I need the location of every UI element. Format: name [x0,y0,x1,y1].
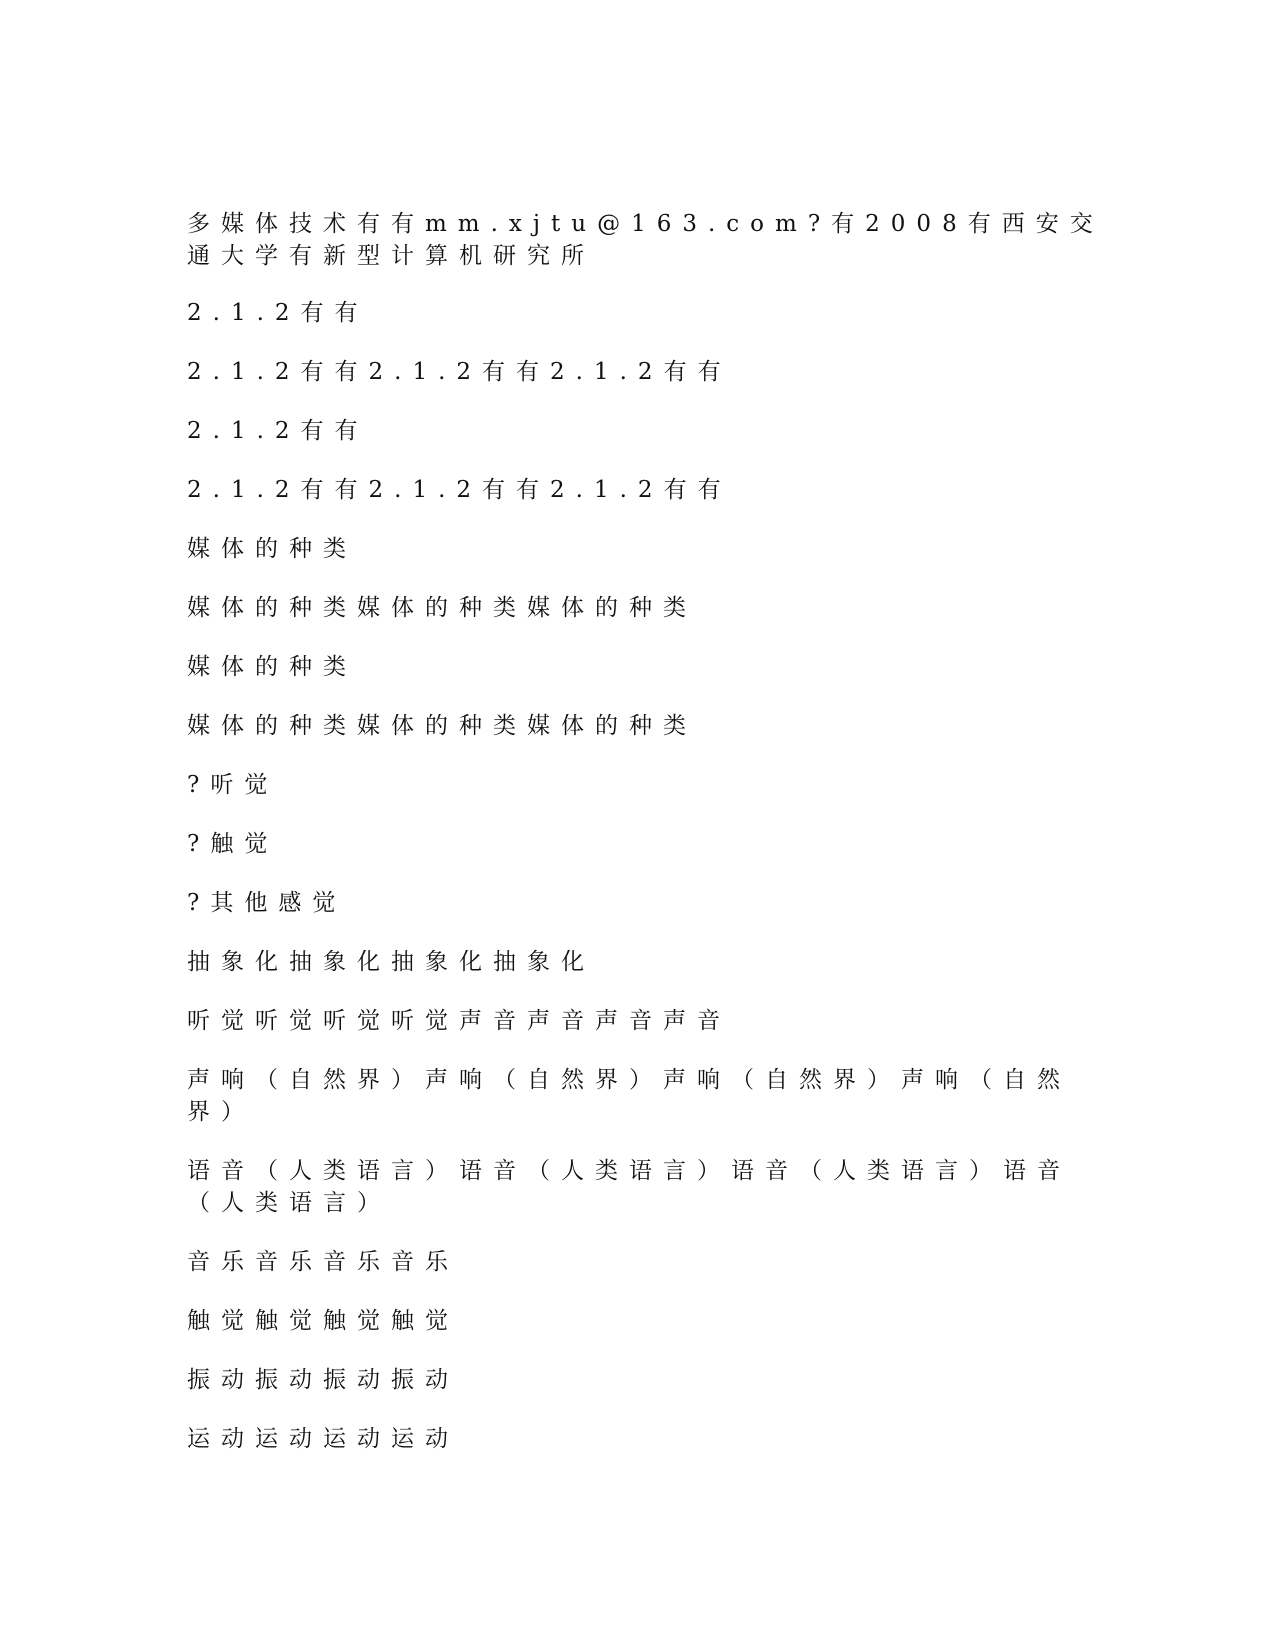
text-line: 2.1.2有有2.1.2有有2.1.2有有 [187,359,732,385]
text-line: 媒体的种类 [187,654,357,680]
text-line: 听觉听觉听觉听觉声音声音声音声音 [187,1008,731,1034]
document-header: 多媒体技术有有mm.xjtu@163.com?有2008有西安交通大学有新型计算机研究所 [187,211,1104,269]
document-body [187,208,1117,1482]
text-line: 媒体的种类媒体的种类媒体的种类 [187,595,697,621]
bullet-line: ?其他感觉 [187,890,347,916]
text-line: 媒体的种类媒体的种类媒体的种类 [187,713,697,739]
bullet-line: ?触觉 [187,831,279,857]
text-line: 2.1.2有有 [187,300,369,326]
text-line: 2.1.2有有 [187,418,369,444]
text-line: 触觉触觉触觉触觉 [187,1308,459,1334]
text-line: 音乐音乐音乐音乐 [187,1249,459,1275]
text-line: 振动振动振动振动 [187,1367,459,1393]
text-line: 媒体的种类 [187,536,357,562]
text-line: 语音（人类语言）语音（人类语言）语音（人类语言）语音（人类语言） [187,1158,1071,1216]
text-line: 声响（自然界）声响（自然界）声响（自然界）声响（自然界） [187,1067,1071,1125]
bullet-line: ?听觉 [187,772,279,798]
text-line: 抽象化抽象化抽象化抽象化 [187,949,595,975]
text-line: 运动运动运动运动 [187,1426,459,1452]
text-line: 2.1.2有有2.1.2有有2.1.2有有 [187,477,732,503]
